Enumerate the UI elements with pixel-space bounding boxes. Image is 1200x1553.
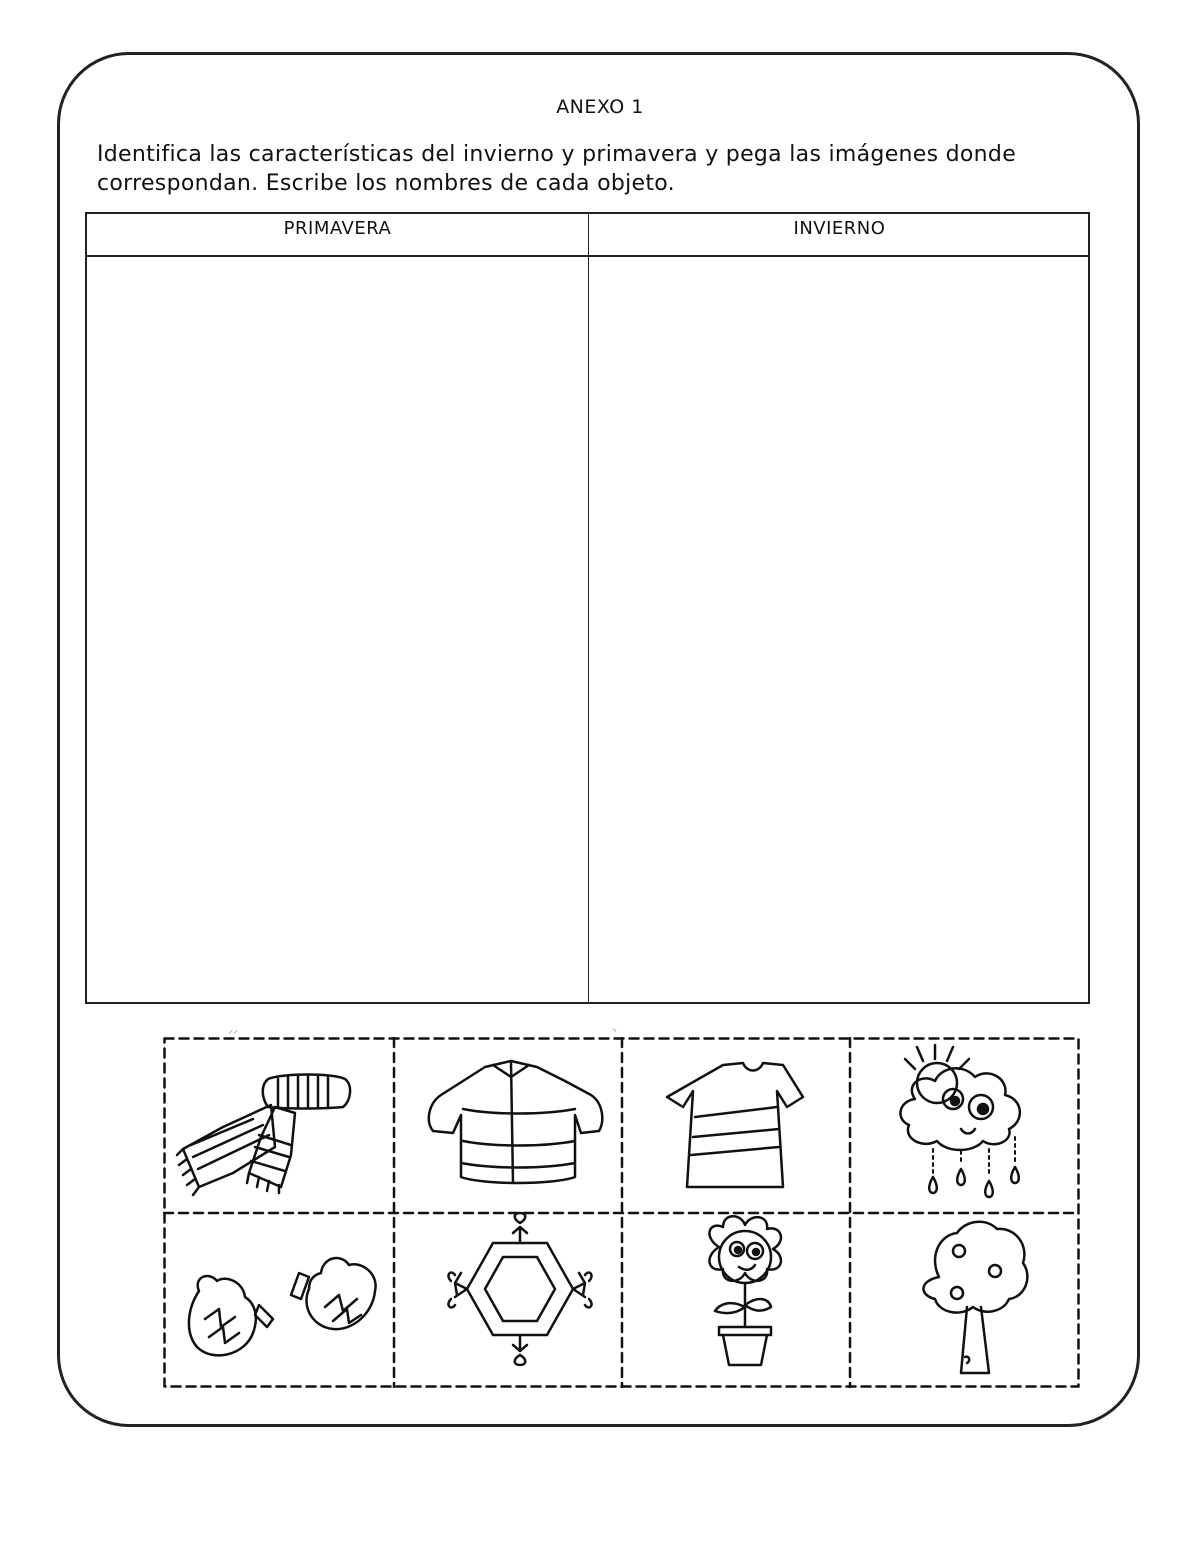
instructions-text: Identifica las características del invierno y primavera y pega las imágenes donde correspondan. Escribe los nombres de cada objeto. xyxy=(97,142,1017,196)
mittens-icon xyxy=(189,1258,376,1355)
column-header-primavera: PRIMAVERA xyxy=(283,218,392,239)
cut-mark: ⸜ xyxy=(612,1023,617,1034)
annex-title: ANEXO 1 xyxy=(556,96,644,118)
column-header-invierno: INVIERNO xyxy=(793,218,886,239)
scarf-icon xyxy=(177,1075,350,1196)
cut-lines xyxy=(164,1038,1079,1387)
flower-pot-icon xyxy=(709,1216,781,1365)
cut-mark: ⸝⸝ xyxy=(228,1025,238,1036)
column-divider xyxy=(588,214,589,1002)
sun-rain-cloud-icon xyxy=(900,1045,1019,1197)
puffer-jacket-icon xyxy=(429,1061,602,1183)
snowflake-icon xyxy=(448,1213,591,1365)
dress-icon xyxy=(667,1063,803,1187)
classification-table xyxy=(85,212,1090,1004)
cutout-grid xyxy=(163,1037,1080,1388)
header-divider xyxy=(87,255,1088,257)
tree-icon xyxy=(923,1222,1027,1373)
